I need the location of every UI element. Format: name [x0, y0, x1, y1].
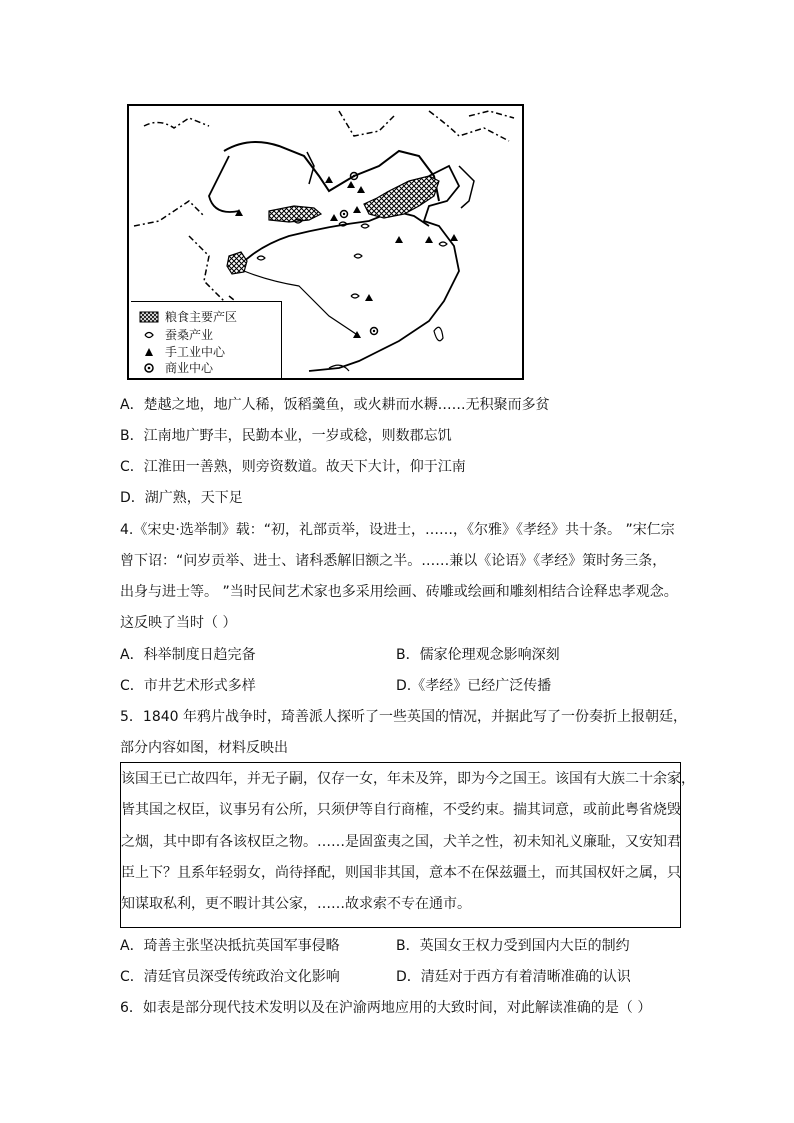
q4-option-b: B．儒家伦理观念影响深刻	[396, 647, 560, 663]
legend-item-handicraft: 手工业中心	[139, 345, 225, 359]
map-legend	[131, 301, 282, 378]
q4-stem-line-1: 4.《宋史·选举制》载：“初，礼部贡举，设进士，……，《尔雅》《孝经》共十条。 ”宋仁宗	[120, 522, 675, 538]
q4-option-c: C．市井艺术形式多样	[120, 678, 256, 694]
hatch-swatch-icon	[139, 311, 159, 323]
q5-option-b: B．英国女王权力受到国内大臣的制约	[396, 938, 630, 954]
q5-option-d: D．清廷对于西方有着清晰准确的认识	[396, 969, 631, 985]
q5-quote-box	[120, 762, 695, 928]
q3-option-b: B．江南地广野丰，民勤本业，一岁或稔，则数郡忘饥	[120, 428, 452, 444]
q4-stem-line-4: 这反映了当时（ ）	[120, 615, 237, 631]
q4-stem-line-3: 出身与进士等。 ”当时民间艺术家也多采用绘画、砖雕或绘画和雕刻相结合诠释忠孝观念。	[120, 584, 678, 600]
q4-option-d: D.《孝经》已经广泛传播	[396, 678, 552, 694]
q3-option-a: A．楚越之地，地广人稀，饭稻羹鱼，或火耕而水耨……无积聚而多贫	[120, 397, 550, 413]
quote-line: 臣上下？且系年轻弱女，尚待择配，则国非其国，意本不在保兹疆土，而其国权奸之属，只	[121, 865, 681, 881]
q3-option-c: C．江淮田一善熟，则旁资数道。故天下大计，仰于江南	[120, 459, 466, 475]
quote-line: 皆其国之权臣，议事另有公所，只须伊等自行商榷，不受约束。揣其词意，或前此粤省烧毁	[121, 802, 681, 818]
q5-stem-line-1: 5．1840 年鸦片战争时，琦善派人探听了一些英国的情况，并据此写了一份奏折上报朝廷，	[120, 709, 687, 725]
map-figure	[127, 104, 524, 380]
q3-option-d: D．湖广熟，天下足	[120, 490, 243, 506]
q6-stem-line-1: 6．如表是部分现代技术发明以及在沪渝两地应用的大致时间，对此解读准确的是（ ）	[120, 1000, 652, 1016]
circle-dot-icon	[139, 362, 159, 374]
q4-stem-line-2: 曾下诏：“问岁贡举、进士、诸科悉解旧额之半。……兼以《论语》《孝经》策时务三条，	[120, 553, 667, 569]
silkworm-icon	[139, 329, 159, 341]
legend-item-grain: 粮食主要产区	[139, 310, 237, 324]
triangle-icon	[139, 346, 159, 358]
quote-line: 该国王已亡故四年，并无子嗣，仅存一女，年未及笄，即为今之国王。该国有大族二十余家，	[121, 771, 695, 787]
q4-option-a: A．科举制度日趋完备	[120, 647, 256, 663]
quote-line: 知谋取私利，更不暇计其公家，……故求索不专在通市。	[121, 896, 471, 912]
legend-item-silk: 蚕桑产业	[139, 328, 213, 342]
quote-line: 之烟，其中即有各该权臣之物。……是固蛮夷之国，犬羊之性，初未知礼义廉耻，又安知君	[121, 834, 681, 850]
legend-item-commerce: 商业中心	[139, 361, 213, 375]
q5-stem-line-2: 部分内容如图，材料反映出	[120, 740, 288, 756]
q5-option-a: A．琦善主张坚决抵抗英国军事侵略	[120, 938, 340, 954]
q5-option-c: C．清廷官员深受传统政治文化影响	[120, 969, 340, 985]
